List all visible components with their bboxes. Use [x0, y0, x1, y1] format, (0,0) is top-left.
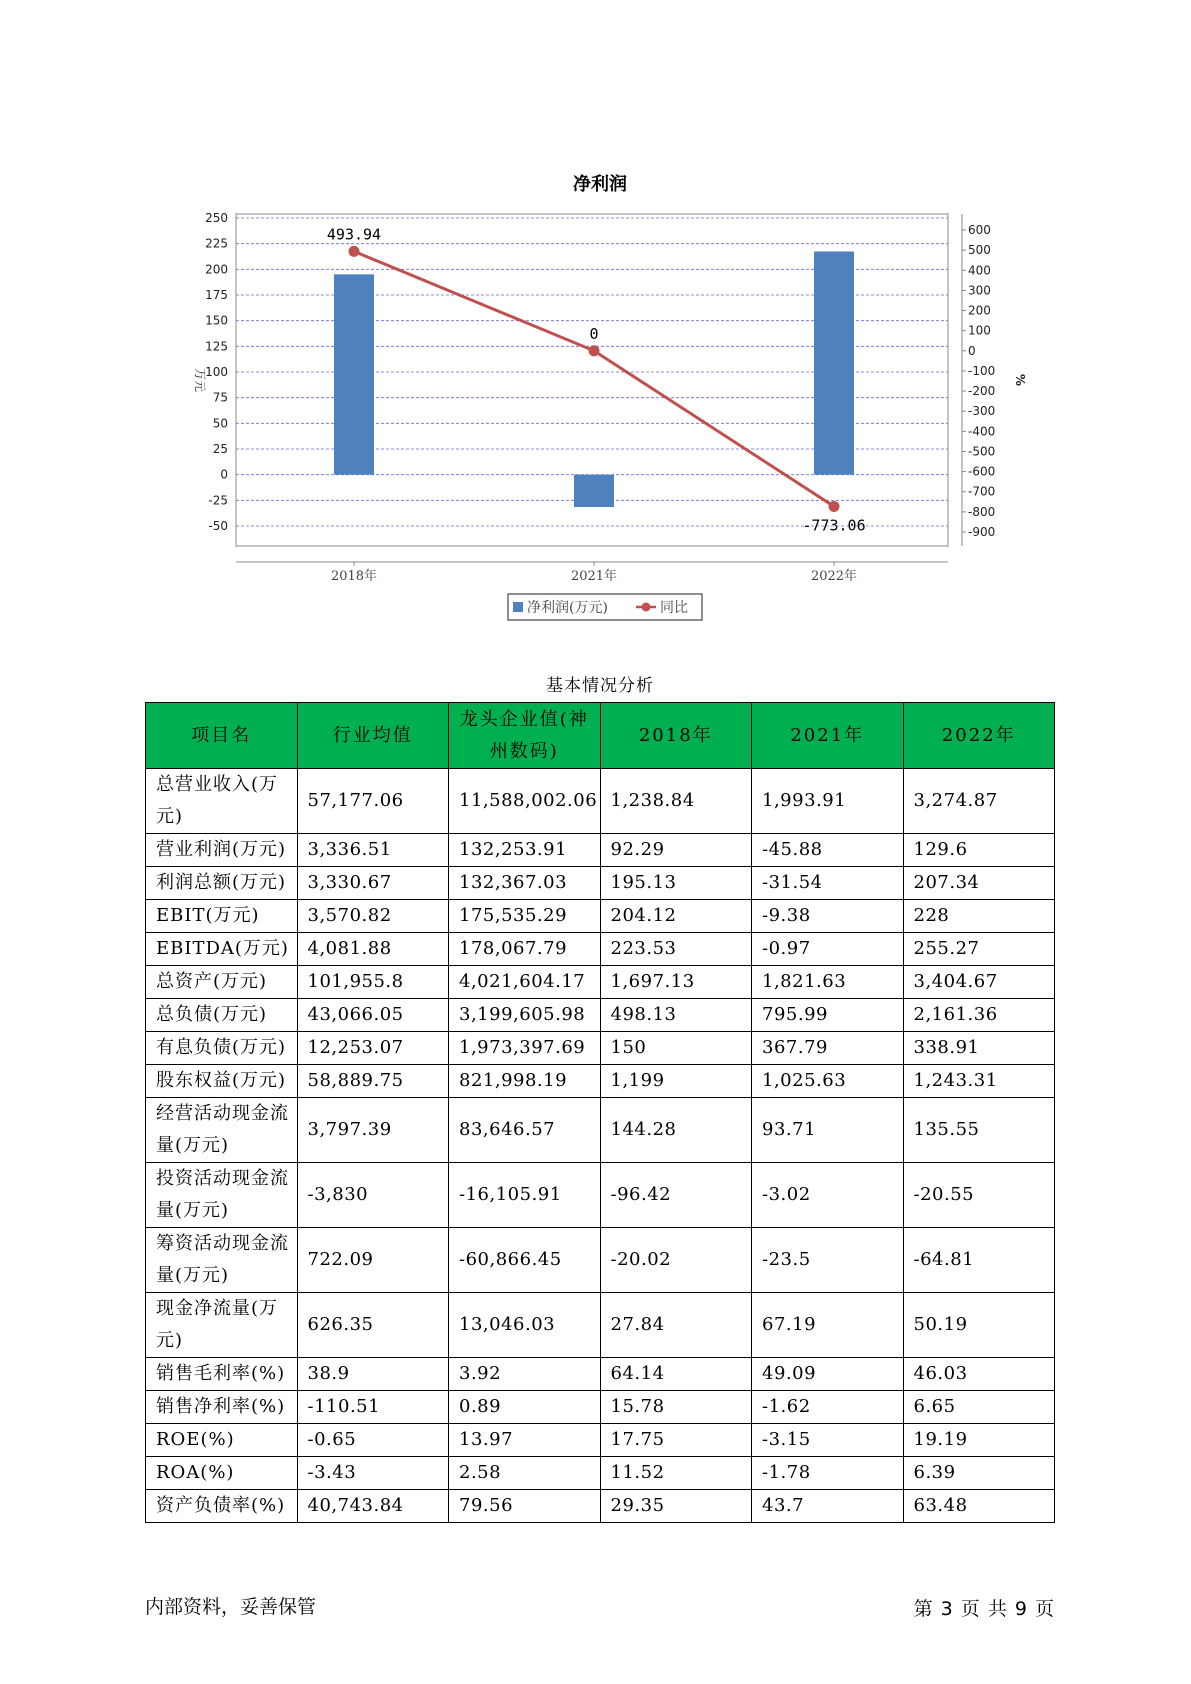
- table-cell: 204.12: [600, 900, 752, 933]
- y-tick-label-right: -200: [968, 384, 996, 399]
- row-item-name: 营业利润(万元): [146, 834, 298, 867]
- table-caption: 基本情况分析: [546, 676, 654, 696]
- table-cell: -96.42: [600, 1163, 752, 1228]
- table-cell: 43.7: [752, 1490, 904, 1523]
- y-tick-label-left: 150: [205, 313, 228, 328]
- table-cell: -9.38: [752, 900, 904, 933]
- table-row: [146, 900, 1055, 933]
- table-row: [146, 1424, 1055, 1457]
- table-cell: 58,889.75: [297, 1065, 449, 1098]
- y-axis-label-right: %: [1013, 373, 1027, 387]
- table-cell: 175,535.29: [449, 900, 601, 933]
- table-cell: -3,830: [297, 1163, 449, 1228]
- table-body: [146, 769, 1055, 1523]
- table-cell: 150: [600, 1032, 752, 1065]
- table-cell: -60,866.45: [449, 1228, 601, 1293]
- table-cell: -45.88: [752, 834, 904, 867]
- table-cell: 6.65: [903, 1391, 1055, 1424]
- table-row: [146, 966, 1055, 999]
- x-tick-label: 2021年: [570, 569, 618, 584]
- table-cell: 2,161.36: [903, 999, 1055, 1032]
- table-cell: 3,330.67: [297, 867, 449, 900]
- table-cell: 722.09: [297, 1228, 449, 1293]
- table-row: [146, 933, 1055, 966]
- table-cell: 3,274.87: [903, 769, 1055, 834]
- row-item-name: 投资活动现金流量(万元): [146, 1163, 298, 1228]
- row-item-name: 总营业收入(万元): [146, 769, 298, 834]
- header-industry-avg: 行业均值: [297, 703, 449, 769]
- table-cell: 1,238.84: [600, 769, 752, 834]
- legend-bar-label: 净利润(万元): [527, 600, 608, 616]
- table-cell: -110.51: [297, 1391, 449, 1424]
- table-cell: 0.89: [449, 1391, 601, 1424]
- table-cell: 795.99: [752, 999, 904, 1032]
- point-yoy: [349, 246, 360, 257]
- table-cell: 1,199: [600, 1065, 752, 1098]
- y-tick-label-right: -900: [968, 525, 996, 539]
- table-cell: 3,404.67: [903, 966, 1055, 999]
- table-cell: 498.13: [600, 999, 752, 1032]
- table-cell: -0.97: [752, 933, 904, 966]
- table-cell: 132,253.91: [449, 834, 601, 867]
- table-cell: 129.6: [903, 834, 1055, 867]
- table-row: [146, 1065, 1055, 1098]
- table-cell: -20.02: [600, 1228, 752, 1293]
- table-row: [146, 834, 1055, 867]
- table-cell: -3.15: [752, 1424, 904, 1457]
- bar-net-profit: [574, 475, 614, 507]
- table-cell: 3,570.82: [297, 900, 449, 933]
- table-cell: 49.09: [752, 1358, 904, 1391]
- table-row: [146, 1163, 1055, 1228]
- y-tick-label-right: -700: [968, 484, 996, 499]
- table-cell: 13,046.03: [449, 1293, 601, 1358]
- table-cell: 135.55: [903, 1098, 1055, 1163]
- line-yoy: [354, 251, 834, 506]
- legend-bar-swatch: [513, 602, 523, 612]
- x-tick-label: 2022年: [810, 569, 858, 584]
- table-cell: -3.02: [752, 1163, 904, 1228]
- y-tick-label-right: 500: [968, 243, 991, 258]
- y-tick-label-left: 100: [205, 365, 228, 379]
- table-cell: 3.92: [449, 1358, 601, 1391]
- basic-analysis-table: [145, 702, 1055, 1523]
- row-item-name: EBIT(万元): [146, 900, 298, 933]
- table-cell: 1,025.63: [752, 1065, 904, 1098]
- table-row: [146, 999, 1055, 1032]
- table-cell: 255.27: [903, 933, 1055, 966]
- y-tick-label-right: 600: [968, 223, 991, 237]
- y-tick-label-right: -800: [968, 504, 996, 519]
- table-cell: 101,955.8: [297, 966, 449, 999]
- x-tick-label: 2018年: [330, 569, 378, 584]
- footer-confidential: 内部资料，妥善保管: [145, 1596, 317, 1618]
- data-label-yoy: -773.06: [802, 516, 866, 535]
- table-cell: 228: [903, 900, 1055, 933]
- y-tick-label-left: 175: [205, 288, 228, 302]
- y-tick-label-left: 0: [220, 467, 228, 482]
- table-cell: 63.48: [903, 1490, 1055, 1523]
- table-cell: 12,253.07: [297, 1032, 449, 1065]
- table-cell: 15.78: [600, 1391, 752, 1424]
- y-tick-label-left: 200: [205, 262, 228, 277]
- table-cell: 92.29: [600, 834, 752, 867]
- table-cell: 79.56: [449, 1490, 601, 1523]
- y-axis-label-left: 万元: [193, 367, 207, 393]
- header-leader-value: 龙头企业值(神州数码): [449, 703, 601, 769]
- y-tick-label-left: -50: [208, 519, 228, 533]
- table-cell: 11.52: [600, 1457, 752, 1490]
- y-tick-label-left: 225: [205, 236, 228, 251]
- point-yoy: [589, 345, 600, 356]
- table-cell: 64.14: [600, 1358, 752, 1391]
- table-cell: 40,743.84: [297, 1490, 449, 1523]
- table-cell: 83,646.57: [449, 1098, 601, 1163]
- row-item-name: 筹资活动现金流量(万元): [146, 1228, 298, 1293]
- y-tick-label-right: -600: [968, 464, 996, 479]
- legend-line-label: 同比: [660, 600, 688, 616]
- table-cell: 38.9: [297, 1358, 449, 1391]
- table-cell: 27.84: [600, 1293, 752, 1358]
- table-cell: 67.19: [752, 1293, 904, 1358]
- table-cell: 821,998.19: [449, 1065, 601, 1098]
- table-row: [146, 1490, 1055, 1523]
- data-label-yoy: 493.94: [326, 225, 382, 244]
- header-2022: 2022年: [903, 703, 1055, 769]
- table-cell: 4,081.88: [297, 933, 449, 966]
- row-item-name: ROA(%): [146, 1457, 298, 1490]
- table-cell: -0.65: [297, 1424, 449, 1457]
- table-cell: 93.71: [752, 1098, 904, 1163]
- table-cell: 195.13: [600, 867, 752, 900]
- row-item-name: ROE(%): [146, 1424, 298, 1457]
- table-row: [146, 1228, 1055, 1293]
- table-cell: 626.35: [297, 1293, 449, 1358]
- table-cell: -20.55: [903, 1163, 1055, 1228]
- y-tick-label-right: 300: [968, 283, 991, 298]
- table-cell: 17.75: [600, 1424, 752, 1457]
- table-cell: -23.5: [752, 1228, 904, 1293]
- y-tick-label-left: 75: [212, 390, 228, 405]
- header-2021: 2021年: [752, 703, 904, 769]
- y-tick-label-left: 25: [212, 442, 228, 456]
- table-row: [146, 1032, 1055, 1065]
- table-cell: -1.78: [752, 1457, 904, 1490]
- y-tick-label-right: 100: [968, 323, 991, 338]
- table-cell: 19.19: [903, 1424, 1055, 1457]
- table-cell: 46.03: [903, 1358, 1055, 1391]
- y-tick-label-right: -500: [968, 444, 996, 459]
- table-cell: 1,973,397.69: [449, 1032, 601, 1065]
- y-tick-label-right: -100: [968, 363, 996, 378]
- header-2018: 2018年: [600, 703, 752, 769]
- table-row: [146, 1098, 1055, 1163]
- table-row: [146, 867, 1055, 900]
- y-tick-label-left: 250: [205, 211, 228, 225]
- row-item-name: 销售毛利率(%): [146, 1358, 298, 1391]
- net-profit-chart: [0, 0, 1191, 640]
- data-label-yoy: 0: [589, 324, 599, 343]
- chart-title: 净利润: [573, 174, 627, 195]
- table-row: [146, 1293, 1055, 1358]
- table-header-row: [146, 703, 1055, 769]
- bar-net-profit: [814, 251, 854, 474]
- row-item-name: 股东权益(万元): [146, 1065, 298, 1098]
- table-cell: 29.35: [600, 1490, 752, 1523]
- table-cell: 1,821.63: [752, 966, 904, 999]
- table-row: [146, 769, 1055, 834]
- table-cell: 1,993.91: [752, 769, 904, 834]
- y-tick-label-left: -25: [208, 493, 228, 508]
- table-cell: 3,199,605.98: [449, 999, 601, 1032]
- table-cell: 57,177.06: [297, 769, 449, 834]
- table-cell: 2.58: [449, 1457, 601, 1490]
- footer-page-number: 第 3 页 共 9 页: [913, 1598, 1055, 1620]
- table-cell: 6.39: [903, 1457, 1055, 1490]
- y-tick-label-right: -300: [968, 404, 996, 419]
- y-tick-label-right: -400: [968, 424, 996, 439]
- table-cell: 4,021,604.17: [449, 966, 601, 999]
- table-cell: 50.19: [903, 1293, 1055, 1358]
- table-row: [146, 1391, 1055, 1424]
- legend-line-marker: [642, 603, 651, 612]
- row-item-name: 经营活动现金流量(万元): [146, 1098, 298, 1163]
- table-row: [146, 1358, 1055, 1391]
- table-cell: 367.79: [752, 1032, 904, 1065]
- table-cell: 43,066.05: [297, 999, 449, 1032]
- table-cell: -3.43: [297, 1457, 449, 1490]
- table-cell: 207.34: [903, 867, 1055, 900]
- table-cell: -31.54: [752, 867, 904, 900]
- header-item-name: 项目名: [146, 703, 298, 769]
- point-yoy: [829, 501, 840, 512]
- row-item-name: 销售净利率(%): [146, 1391, 298, 1424]
- table-cell: 144.28: [600, 1098, 752, 1163]
- table-cell: 178,067.79: [449, 933, 601, 966]
- table-cell: 13.97: [449, 1424, 601, 1457]
- table-cell: -16,105.91: [449, 1163, 601, 1228]
- table-cell: 1,243.31: [903, 1065, 1055, 1098]
- table-cell: -1.62: [752, 1391, 904, 1424]
- table-row: [146, 1457, 1055, 1490]
- row-item-name: 总资产(万元): [146, 966, 298, 999]
- table-cell: 11,588,002.06: [449, 769, 601, 834]
- y-tick-label-left: 125: [205, 339, 228, 354]
- row-item-name: 有息负债(万元): [146, 1032, 298, 1065]
- table-cell: 1,697.13: [600, 966, 752, 999]
- table-cell: 338.91: [903, 1032, 1055, 1065]
- y-tick-label-right: 200: [968, 303, 991, 318]
- row-item-name: 资产负债率(%): [146, 1490, 298, 1523]
- row-item-name: EBITDA(万元): [146, 933, 298, 966]
- table-cell: 3,797.39: [297, 1098, 449, 1163]
- chart-svg: [0, 0, 1191, 640]
- y-tick-label-left: 50: [212, 416, 228, 431]
- y-tick-label-right: 0: [968, 343, 976, 358]
- table-cell: -64.81: [903, 1228, 1055, 1293]
- row-item-name: 总负债(万元): [146, 999, 298, 1032]
- table-cell: 223.53: [600, 933, 752, 966]
- table-cell: 132,367.03: [449, 867, 601, 900]
- bar-net-profit: [334, 274, 374, 474]
- y-tick-label-right: 400: [968, 263, 991, 278]
- row-item-name: 利润总额(万元): [146, 867, 298, 900]
- row-item-name: 现金净流量(万元): [146, 1293, 298, 1358]
- table-cell: 3,336.51: [297, 834, 449, 867]
